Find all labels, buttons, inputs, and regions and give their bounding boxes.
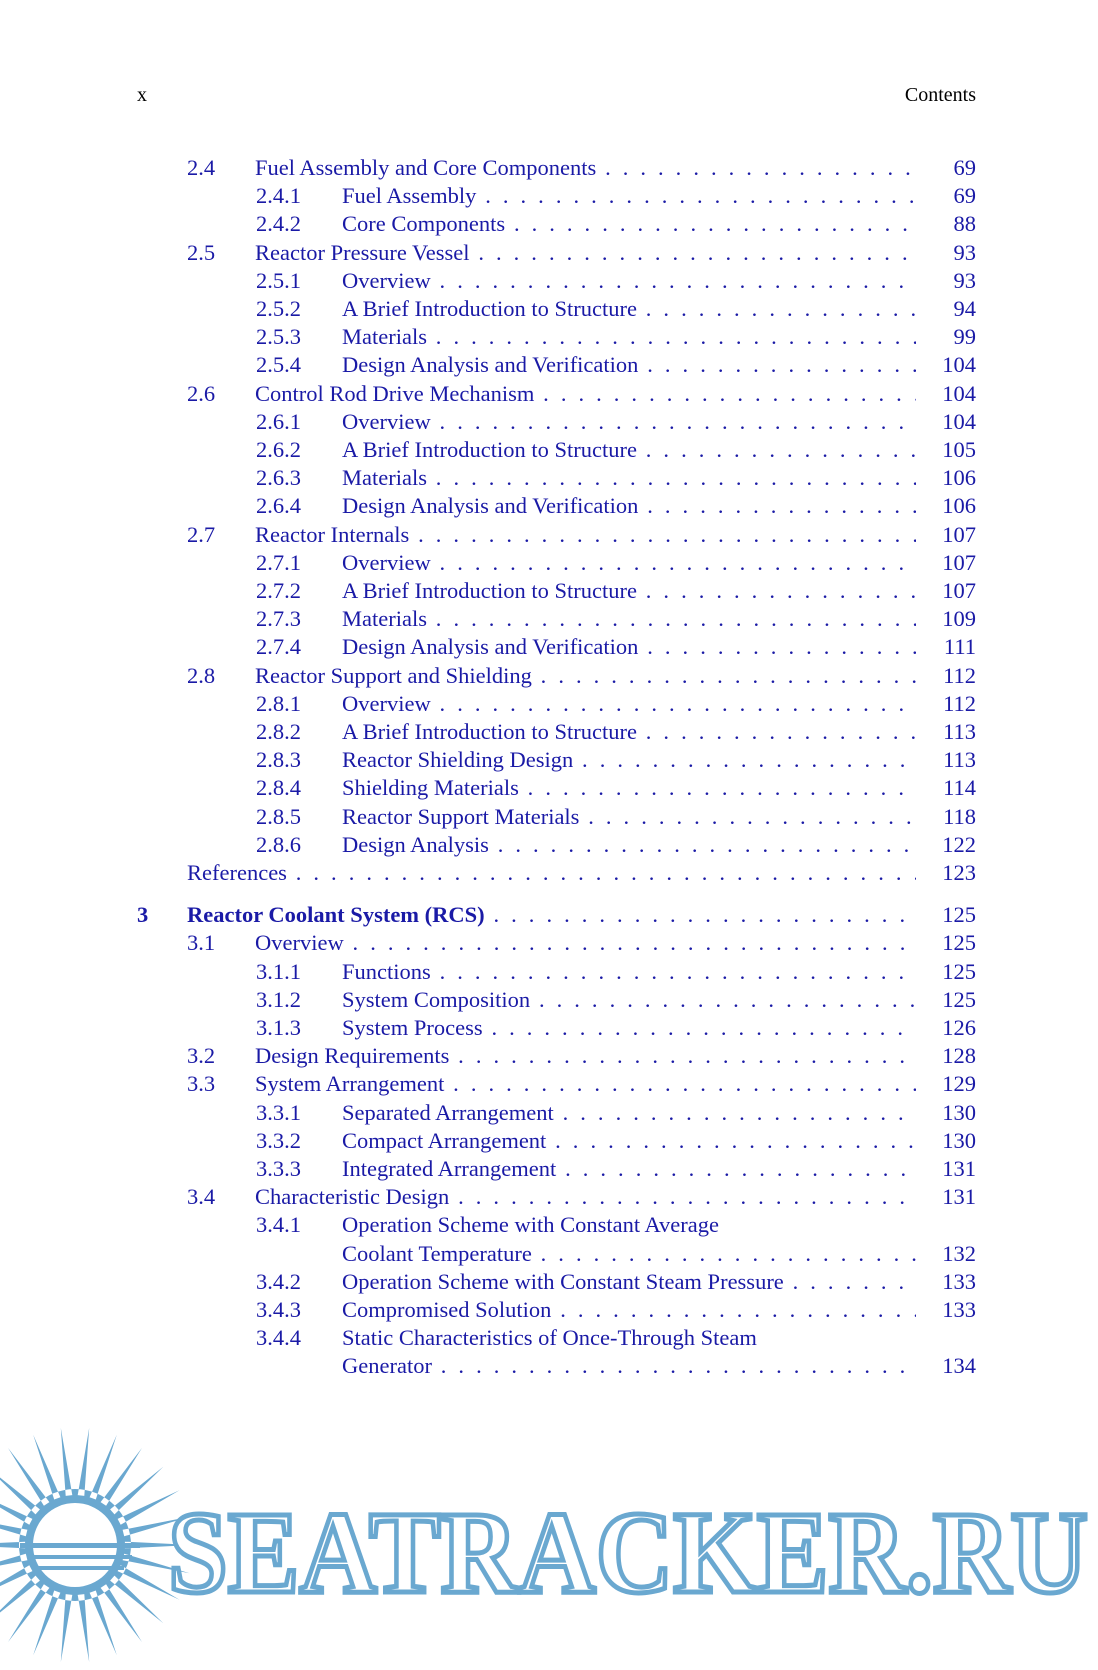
toc-entry-title[interactable]: Compromised Solution xyxy=(342,1297,552,1322)
toc-entry-title[interactable]: Overview xyxy=(342,549,431,575)
toc-entry-title[interactable]: Coolant Temperature xyxy=(342,1240,532,1266)
toc-entry[interactable] xyxy=(0,576,1098,606)
toc-entry-title-wrap xyxy=(342,604,916,634)
toc-entry-number: 2.5.4 xyxy=(256,352,301,378)
toc-entry-number: 2.8.4 xyxy=(256,775,301,801)
watermark xyxy=(0,1425,1098,1665)
page-number: x xyxy=(137,84,147,106)
toc-entry-title-wrap xyxy=(342,1323,916,1353)
toc-entry-page: 129 xyxy=(942,1071,976,1097)
sun-icon xyxy=(0,1428,193,1662)
toc-entry-title[interactable]: Separated Arrangement xyxy=(342,1099,554,1125)
toc-entry-number: 2.6.3 xyxy=(256,465,301,491)
toc-entry-number: 2.8.5 xyxy=(256,803,301,829)
toc-entry-number: 2.7 xyxy=(187,521,216,547)
toc-entry-page: 130 xyxy=(942,1099,976,1125)
toc-entry-title-wrap xyxy=(342,1013,916,1043)
toc-entry-page: 107 xyxy=(942,578,976,603)
toc-entry-page: 112 xyxy=(943,662,976,688)
toc-entry-title[interactable]: Operation Scheme with Constant Average xyxy=(342,1212,719,1238)
toc-entry-number: 3.4.2 xyxy=(256,1268,301,1294)
toc-entry-page: 113 xyxy=(943,719,976,744)
toc-entry-page: 104 xyxy=(942,380,976,406)
toc-entry-number: 3.3 xyxy=(187,1071,216,1097)
toc-entry-title-wrap xyxy=(342,830,916,860)
toc-entry-title-wrap xyxy=(342,1210,916,1240)
toc-entry-title-wrap xyxy=(342,181,916,211)
toc-entry-title[interactable]: Overview xyxy=(342,408,431,434)
toc-entry-title[interactable]: Design Analysis and Verification xyxy=(342,352,639,378)
toc-entry[interactable] xyxy=(0,435,1098,465)
toc-entry-title-wrap xyxy=(342,802,916,832)
toc-entry-title[interactable]: Reactor Internals xyxy=(255,521,410,547)
toc-entry-title-wrap xyxy=(342,689,916,719)
toc-entry-page: 93 xyxy=(953,239,976,265)
toc-entry[interactable] xyxy=(0,661,1098,691)
toc-entry[interactable] xyxy=(0,858,1098,888)
toc-entry-title[interactable]: A Brief Introduction to Structure xyxy=(342,578,637,603)
toc-entry-page: 125 xyxy=(942,930,976,956)
toc-entry-number: 3.1.2 xyxy=(256,986,301,1012)
toc-entry-title[interactable]: System Composition xyxy=(342,986,531,1012)
toc-entry-page: 109 xyxy=(942,606,976,632)
toc-entry-title-wrap xyxy=(255,238,916,268)
toc-entry-title-wrap xyxy=(255,1182,916,1212)
toc-entry-title[interactable]: Fuel Assembly and Core Components xyxy=(255,155,597,180)
toc-entry-number: 3.1.1 xyxy=(256,958,301,984)
toc-entry[interactable] xyxy=(0,463,1098,493)
toc-entry-number: 2.8 xyxy=(187,662,216,688)
toc-entry-page: 69 xyxy=(953,183,976,209)
toc-entry-number: 2.6.1 xyxy=(256,408,301,434)
toc-entry-title[interactable]: Design Requirements xyxy=(255,1043,450,1069)
running-title: Contents xyxy=(904,84,976,106)
toc-entry-title[interactable]: A Brief Introduction to Structure xyxy=(342,437,637,462)
sun-horizon-line xyxy=(28,1555,132,1559)
toc-entry-number: 3.4.1 xyxy=(256,1212,301,1238)
toc-entry-title-wrap xyxy=(187,858,916,888)
toc-entry-title[interactable]: Design Analysis xyxy=(342,831,489,857)
toc-entry-number: 2.8.2 xyxy=(256,719,301,744)
toc-entry-page: 107 xyxy=(942,549,976,575)
toc-entry-title-wrap xyxy=(342,632,916,662)
toc-entry[interactable] xyxy=(0,1013,1098,1043)
toc-entry-title[interactable]: Reactor Coolant System (RCS) xyxy=(187,902,485,928)
toc-entry-title[interactable]: Characteristic Design xyxy=(255,1184,450,1210)
toc-entry-title-wrap xyxy=(255,153,916,183)
toc-entry-title-wrap xyxy=(342,548,916,578)
toc-entry-title[interactable]: Compact Arrangement xyxy=(342,1127,547,1153)
toc-entry-title-wrap xyxy=(342,463,916,493)
toc-entry-title[interactable]: System Arrangement xyxy=(255,1071,445,1097)
toc-entry-number: 3.3.3 xyxy=(256,1156,301,1181)
toc-entry[interactable] xyxy=(0,604,1098,634)
toc-entry-title-wrap xyxy=(342,717,916,747)
sun-horizon-line xyxy=(20,1543,140,1548)
toc-entry-page: 88 xyxy=(953,211,976,237)
toc-entry-number: 3.4.4 xyxy=(256,1325,301,1351)
toc-entry-title[interactable]: Static Characteristics of Once-Through Steam xyxy=(342,1325,757,1351)
toc-entry-page: 104 xyxy=(942,408,976,434)
toc-entry-number: 2.8.6 xyxy=(256,831,301,857)
toc-entry-page: 114 xyxy=(943,775,976,801)
toc-entry-title[interactable]: Overview xyxy=(342,690,431,716)
toc-entry-title[interactable]: Shielding Materials xyxy=(342,775,519,801)
sun-horizon-line xyxy=(36,1566,124,1570)
toc-entry-title[interactable]: Fuel Assembly xyxy=(342,183,477,209)
toc-entry-page: 69 xyxy=(953,155,976,180)
toc-entry[interactable] xyxy=(0,1267,1098,1297)
toc-entry-page: 105 xyxy=(942,437,976,462)
toc-entry-title[interactable]: Control Rod Drive Mechanism xyxy=(255,380,535,406)
toc-entry-page: 131 xyxy=(942,1184,976,1210)
toc-entry-title-wrap xyxy=(342,1267,916,1297)
toc-entry-page: 134 xyxy=(942,1353,976,1379)
toc-entry-title[interactable]: Overview xyxy=(342,267,431,293)
toc-entry-number: 3.2 xyxy=(187,1043,216,1069)
toc-entry[interactable] xyxy=(0,1126,1098,1156)
toc-entry[interactable] xyxy=(0,1351,1098,1381)
toc-entry-number: 3.3.2 xyxy=(256,1127,301,1153)
toc-entry[interactable] xyxy=(0,1154,1098,1184)
toc-entry-number: 2.8.3 xyxy=(256,747,301,773)
toc-entry-title[interactable]: Operation Scheme with Constant Steam Pressure xyxy=(342,1268,784,1294)
toc-entry-number: 3.1 xyxy=(187,930,216,956)
toc-entry-page: 133 xyxy=(942,1268,976,1294)
toc-entry[interactable] xyxy=(0,491,1098,521)
toc-entry-title-wrap xyxy=(342,1126,916,1156)
toc-entry[interactable] xyxy=(0,1239,1098,1269)
toc-entry[interactable] xyxy=(0,632,1098,662)
toc-entry-title[interactable]: Design Analysis and Verification xyxy=(342,634,639,660)
toc-entry-title[interactable]: Design Analysis and Verification xyxy=(342,493,639,519)
toc-entry-title[interactable]: Materials xyxy=(342,606,427,632)
toc-entry-page: 106 xyxy=(942,465,976,491)
toc-entry-title[interactable]: Reactor Shielding Design xyxy=(342,747,574,773)
toc-entry-page: 107 xyxy=(942,521,976,547)
toc-entry-title-wrap xyxy=(342,773,916,803)
toc-entry[interactable] xyxy=(0,985,1098,1015)
toc-entry[interactable] xyxy=(0,957,1098,987)
toc-entry[interactable] xyxy=(0,773,1098,803)
toc-entry[interactable] xyxy=(0,350,1098,380)
toc-entry[interactable] xyxy=(0,1098,1098,1128)
watermark-text: SEATRACKER.RU xyxy=(168,1487,1088,1618)
toc-entry-title-wrap xyxy=(342,209,916,239)
toc-entry-title-wrap xyxy=(342,435,916,465)
toc-entry-number: 3 xyxy=(137,902,149,928)
toc-entry-number: 2.4.1 xyxy=(256,183,301,209)
toc-entry-number: 3.1.3 xyxy=(256,1015,301,1040)
toc-entry-title[interactable]: Materials xyxy=(342,465,427,491)
toc-entry[interactable] xyxy=(0,1295,1098,1325)
toc-entry-number: 2.6.4 xyxy=(256,493,301,519)
toc-entry-title-wrap xyxy=(255,1069,916,1099)
toc-entry[interactable] xyxy=(0,153,1098,183)
toc-entry-number: 2.5 xyxy=(187,239,216,265)
toc-entry-page: 125 xyxy=(942,958,976,984)
toc-entry-title-wrap xyxy=(255,1041,916,1071)
toc-entry-title[interactable]: References xyxy=(187,860,287,885)
toc-entry-page: 99 xyxy=(953,324,976,350)
toc-entry-page: 128 xyxy=(942,1043,976,1069)
toc-entry-page: 122 xyxy=(942,831,976,857)
toc-entry-number: 2.4.2 xyxy=(256,211,301,237)
toc-entry-title[interactable]: Overview xyxy=(255,930,344,956)
toc-entry-page: 123 xyxy=(942,860,976,885)
toc-chapter-entry[interactable] xyxy=(0,900,1098,930)
toc-entry[interactable] xyxy=(0,407,1098,437)
toc-entry[interactable] xyxy=(0,1069,1098,1099)
page-header xyxy=(137,84,976,114)
toc-entry-title-wrap xyxy=(342,985,916,1015)
toc-entry-title[interactable]: A Brief Introduction to Structure xyxy=(342,296,637,321)
toc-entry[interactable] xyxy=(0,520,1098,550)
toc-entry-title-wrap xyxy=(255,379,916,409)
toc-entry-title-wrap xyxy=(342,491,916,521)
toc-entry-title-wrap xyxy=(255,520,916,550)
toc-entry-number: 2.5.2 xyxy=(256,296,301,321)
toc-entry-page: 130 xyxy=(942,1127,976,1153)
toc-entry-title-wrap xyxy=(342,350,916,380)
toc-entry[interactable] xyxy=(0,379,1098,409)
toc-entry-title-wrap xyxy=(187,900,916,930)
toc-entry-title[interactable]: Core Components xyxy=(342,211,506,237)
toc-entry-title-wrap xyxy=(342,745,916,775)
toc-entry[interactable] xyxy=(0,689,1098,719)
toc-entry-title[interactable]: Integrated Arrangement xyxy=(342,1156,557,1181)
toc-entry[interactable] xyxy=(0,928,1098,958)
toc-entry-title[interactable]: Reactor Support and Shielding xyxy=(255,662,532,688)
toc-entry-number: 2.6 xyxy=(187,380,216,406)
toc-entry-title[interactable]: System Process xyxy=(342,1015,483,1040)
toc-entry-number: 2.5.3 xyxy=(256,324,301,350)
toc-entry-number: 3.4.3 xyxy=(256,1297,301,1322)
toc-entry-page: 113 xyxy=(943,747,976,773)
toc-entry-page: 126 xyxy=(942,1015,976,1040)
toc-entry-title-wrap xyxy=(255,661,916,691)
toc-entry[interactable] xyxy=(0,548,1098,578)
toc-entry-page: 125 xyxy=(942,902,976,928)
toc-entry[interactable] xyxy=(0,717,1098,747)
toc-entry-page: 132 xyxy=(942,1240,976,1266)
toc-entry[interactable] xyxy=(0,294,1098,324)
toc-entry-page: 111 xyxy=(943,634,976,660)
toc-entry-title[interactable]: Materials xyxy=(342,324,427,350)
toc-entry-title-wrap xyxy=(342,266,916,296)
toc-entry-title[interactable]: A Brief Introduction to Structure xyxy=(342,719,637,744)
toc-entry-page: 118 xyxy=(943,803,976,829)
toc-entry-title-wrap xyxy=(342,1239,916,1269)
toc-entry-page: 112 xyxy=(943,690,976,716)
toc-entry[interactable] xyxy=(0,1041,1098,1071)
toc-entry[interactable] xyxy=(0,266,1098,296)
toc-entry-title-wrap xyxy=(342,1154,916,1184)
toc-entry-title[interactable]: Reactor Support Materials xyxy=(342,803,580,829)
toc-entry-page: 104 xyxy=(942,352,976,378)
toc-entry[interactable] xyxy=(0,238,1098,268)
toc-entry-number: 2.7.2 xyxy=(256,578,301,603)
toc-entry-page: 131 xyxy=(942,1156,976,1181)
toc-entry-number: 2.6.2 xyxy=(256,437,301,462)
toc-entry-title-wrap xyxy=(342,576,916,606)
toc-entry-title-wrap xyxy=(342,1351,916,1381)
toc-entry-title-wrap xyxy=(342,407,916,437)
toc-entry-title-wrap xyxy=(342,322,916,352)
toc-entry-page: 94 xyxy=(953,296,976,321)
toc-entry-number: 3.3.1 xyxy=(256,1099,301,1125)
toc-entry-number: 2.7.4 xyxy=(256,634,301,660)
toc-entry-page: 106 xyxy=(942,493,976,519)
toc-entry[interactable] xyxy=(0,745,1098,775)
toc-entry-number: 2.4 xyxy=(187,155,216,180)
watermark-logo xyxy=(0,1425,1098,1665)
toc-entry[interactable] xyxy=(0,1323,1098,1353)
toc-entry-title-wrap xyxy=(342,1098,916,1128)
toc-entry-page: 125 xyxy=(942,986,976,1012)
toc-entry-title-wrap xyxy=(342,294,916,324)
toc-entry-number: 2.5.1 xyxy=(256,267,301,293)
toc-entry-title[interactable]: Generator xyxy=(342,1353,432,1379)
toc-entry-number: 3.4 xyxy=(187,1184,216,1210)
toc-entry[interactable] xyxy=(0,802,1098,832)
toc-entry[interactable] xyxy=(0,830,1098,860)
toc-entry-number: 2.8.1 xyxy=(256,690,301,716)
toc-entry-title-wrap xyxy=(255,928,916,958)
toc-entry-title-wrap xyxy=(342,957,916,987)
toc-entry[interactable] xyxy=(0,322,1098,352)
toc-entry[interactable] xyxy=(0,209,1098,239)
toc-entry-page: 93 xyxy=(953,267,976,293)
toc-entry[interactable] xyxy=(0,1182,1098,1212)
toc-entry[interactable] xyxy=(0,181,1098,211)
toc-entry-title-wrap xyxy=(342,1295,916,1325)
toc-entry-title[interactable]: Reactor Pressure Vessel xyxy=(255,239,470,265)
toc-entry[interactable] xyxy=(0,1210,1098,1240)
toc-entry-number: 2.7.1 xyxy=(256,549,301,575)
toc-entry-page: 133 xyxy=(942,1297,976,1322)
toc-entry-title[interactable]: Functions xyxy=(342,958,431,984)
toc-entry-number: 2.7.3 xyxy=(256,606,301,632)
